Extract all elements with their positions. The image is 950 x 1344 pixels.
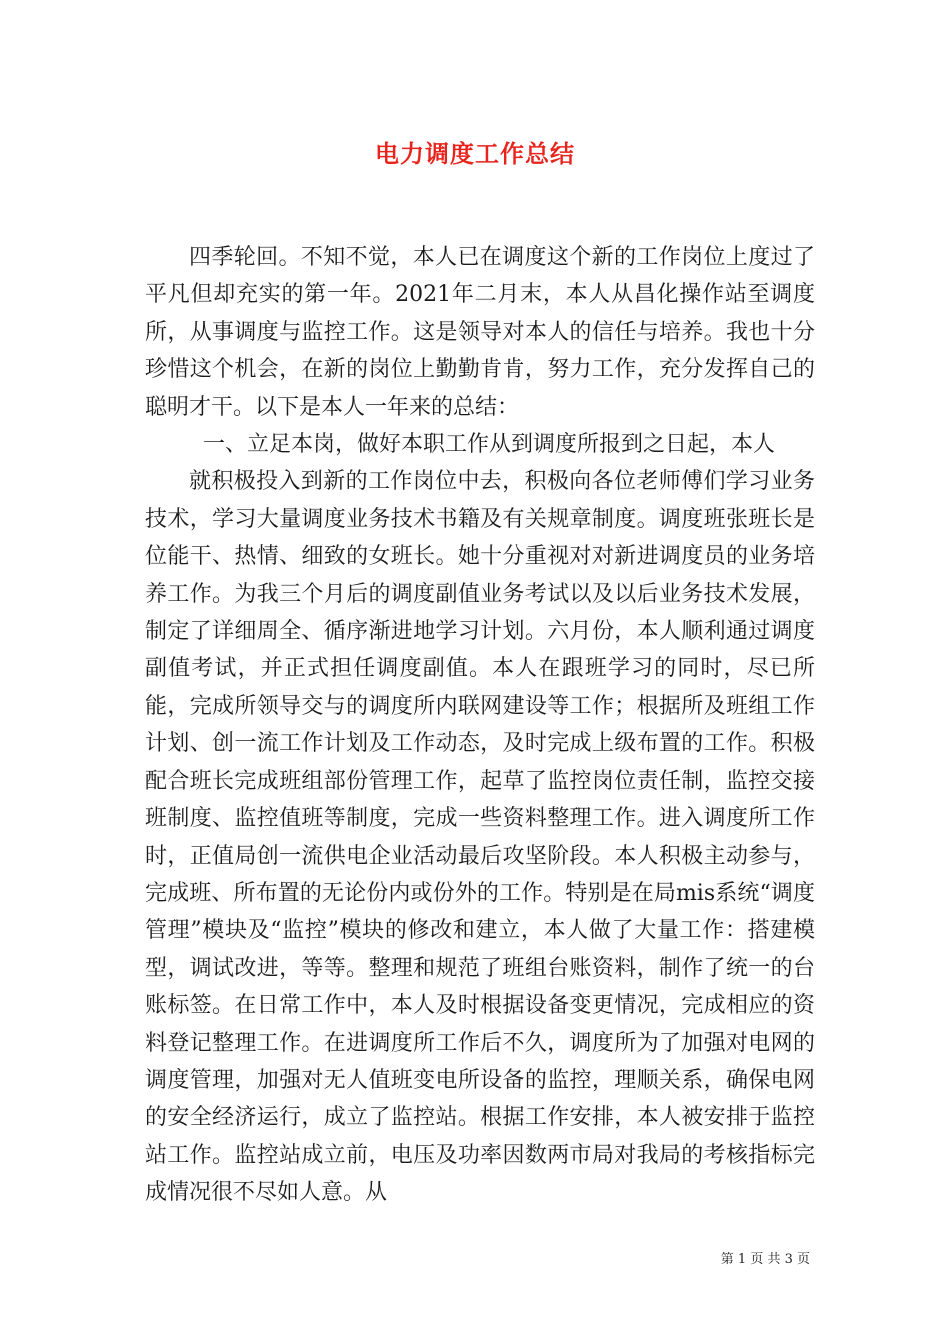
document-body [145, 239, 815, 1212]
paragraph-section-heading: 一、立足本岗，做好本职工作从到调度所报到之日起，本人 [203, 432, 776, 458]
paragraph-intro: 四季轮回。不知不觉，本人已在调度这个新的工作岗位上度过了平凡但却充实的第一年。2021年二月末，本人从昌化操作站至调度所，从事调度与监控工作。这是领导对本人的信任与培养。我也十分珍惜这个机会，在新的岗位上勤勤肯肯，努力工作，充分发挥自己的聪明才干。以下是本人一年来的总结： [145, 245, 815, 420]
page-number: 第 1 页 共 3 页 [720, 1252, 810, 1267]
document-title: 电力调度工作总结 [375, 140, 575, 168]
paragraph-section-body: 就积极投入到新的工作岗位中去，积极向各位老师傅们学习业务技术，学习大量调度业务技术书籍及有关规章制度。调度班张班长是位能干、热情、细致的女班长。她十分重视对对新进调度员的业务培养工作。为我三个月后的调度副值业务考试以及以后业务技术发展，制定了详细周全、循序渐进地学习计划。六月份，本人顺利通过调度副值考试，并正式担任调度副值。本人在跟班学习的同时，尽已所能，完成所领导交与的调度所内联网建设等工作；根据所及班组工作计划、创一流工作计划及工作动态，及时完成上级布置的工作。积极配合班长完成班组部份管理工作，起草了监控岗位责任制，监控交接班制度、监控值班等制度，完成一些资料整理工作。进入调度所工作时，正值局创一流供电企业活动最后攻坚阶段。本人积极主动参与，完成班、所布置的无论份内或份外的工作。特别是在局mis系统“调度管理”模块及“监控”模块的修改和建立，本人做了大量工作：搭建模型，调试改进，等等。整理和规范了班组台账资料，制作了统一的台账标签。在日常工作中，本人及时根据设备变更情况，完成相应的资料登记整理工作。在进调度所工作后不久，调度所为了加强对电网的调度管理，加强对无人值班变电所设备的监控，理顺关系，确保电网的安全经济运行，成立了监控站。根据工作安排，本人被安排于监控站工作。监控站成立前，电压及功率因数两市局对我局的考核指标完成情况很不尽如人意。从 [145, 469, 815, 1206]
